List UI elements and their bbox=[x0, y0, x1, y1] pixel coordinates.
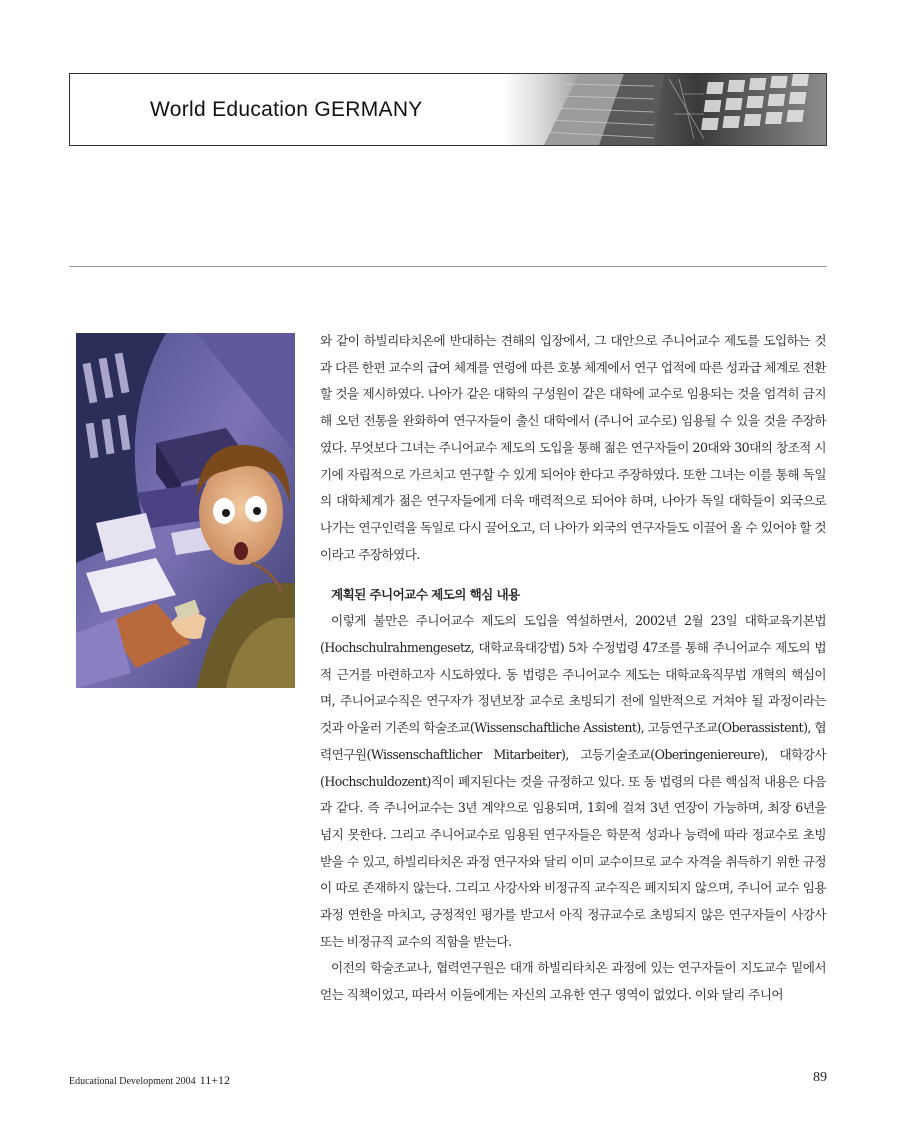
header-banner bbox=[69, 73, 827, 146]
article-paragraph: 이전의 학술조교나, 협력연구원은 대개 하빌리타치온 과정에 있는 연구자들이 지도교수 밑에서 얻는 직책이었고, 따라서 이들에게는 자신의 고유한 연구 영역이 없었다. 이와 달리 주니어 bbox=[320, 960, 826, 1003]
footer-journal-info bbox=[69, 1073, 230, 1088]
footer-journal-name: Educational Development 2004 bbox=[69, 1076, 196, 1087]
article-paragraph: 와 같이 하빌리타치온에 반대하는 견해의 입장에서, 그 대안으로 주니어교수 제도를 도입하는 것과 다른 한편 교수의 급여 체계를 연령에 따른 호봉 체계에서 연구 업적에 따른 성과급 체계로 전환할 것을 제시하였다. 나아가 같은 대학의 구성원이 같은 대학에 교수로 임용되는 것을 엄격히 금지해 오던 전통을 완화하여 연구자들이 출신 대학에서 (주니어 교수로) 임용될 수 있을 것을 주장하였다. 무엇보다 그녀는 주니어교수 제도의 도입을 통해 젊은 연구자들이 20대와 30대의 창조적 시기에 자립적으로 가르치고 연구할 수 있게 되어야 한다고 주장하였다. 또한 그녀는 이를 통해 독일의 대학체계가 젊은 연구자들에게 더욱 매력적으로 되어야 하며, 나아가 독일 대학들이 외국으로 나가는 연구인력을 독일로 다시 끌어오고, 더 나아가 외국의 연구자들도 이끌어 올 수 있어야 할 것이라고 주장하였다. bbox=[320, 333, 826, 562]
header-title: World Education GERMANY bbox=[150, 98, 423, 121]
page-number: 89 bbox=[813, 1070, 827, 1085]
horizontal-rule bbox=[69, 266, 827, 267]
header-building-photo bbox=[504, 74, 826, 145]
article-body bbox=[320, 328, 826, 1009]
surprised-man-illustration bbox=[76, 333, 295, 688]
footer-issue-number: 11+12 bbox=[199, 1073, 230, 1087]
article-paragraph: 이렇게 불만은 주니어교수 제도의 도입을 역설하면서, 2002년 2월 23일 대학교육기본법(Hochschulrahmengesetz, 대학교육대강법) 5차 수정법령 47조를 통해 주니어교수 제도의 법적 근거를 마련하고자 시도하였다. 동 법령은 주니어교수 제도는 대학교육직무법 개혁의 핵심이며, 주니어교수직은 연구자가 정년보장 교수로 초빙되기 전에 일반적으로 거쳐야 될 과정이라는 것과 아울러 기존의 학술조교(Wissenschaftliche Assistent), 고등연구조교(Oberassistent), 협력연구원(Wissenschaftlicher Mitarbeiter), 고등기술조교(Oberingeniereure), 대학강사(Hochschuldozent)직이 폐지된다는 것을 규정하고 있다. 또 동 법령의 다른 핵심적 내용은 다음과 같다. 즉 주니어교수는 3년 계약으로 임용되며, 1회에 걸쳐 3년 연장이 가능하며, 최장 6년을 넘지 못한다. 그리고 주니어교수로 임용된 연구자들은 학문적 성과나 능력에 따라 정교수로 초빙 받을 수 있고, 하빌리타치온 과정 연구자와 달리 이미 교수이므로 교수 자격을 취득하기 위한 규정이 따로 존재하지 않는다. 그리고 사강사와 비정규직 교수직은 폐지되지 않으며, 주니어 교수 임용과정 연한을 마치고, 긍정적인 평가를 받고서 아직 정규교수로 초빙되지 않은 연구자들이 사강사 또는 비정규직 교수의 직함을 받는다. bbox=[320, 613, 826, 949]
section-heading: 계획된 주니어교수 제도의 핵심 내용 bbox=[331, 586, 520, 602]
